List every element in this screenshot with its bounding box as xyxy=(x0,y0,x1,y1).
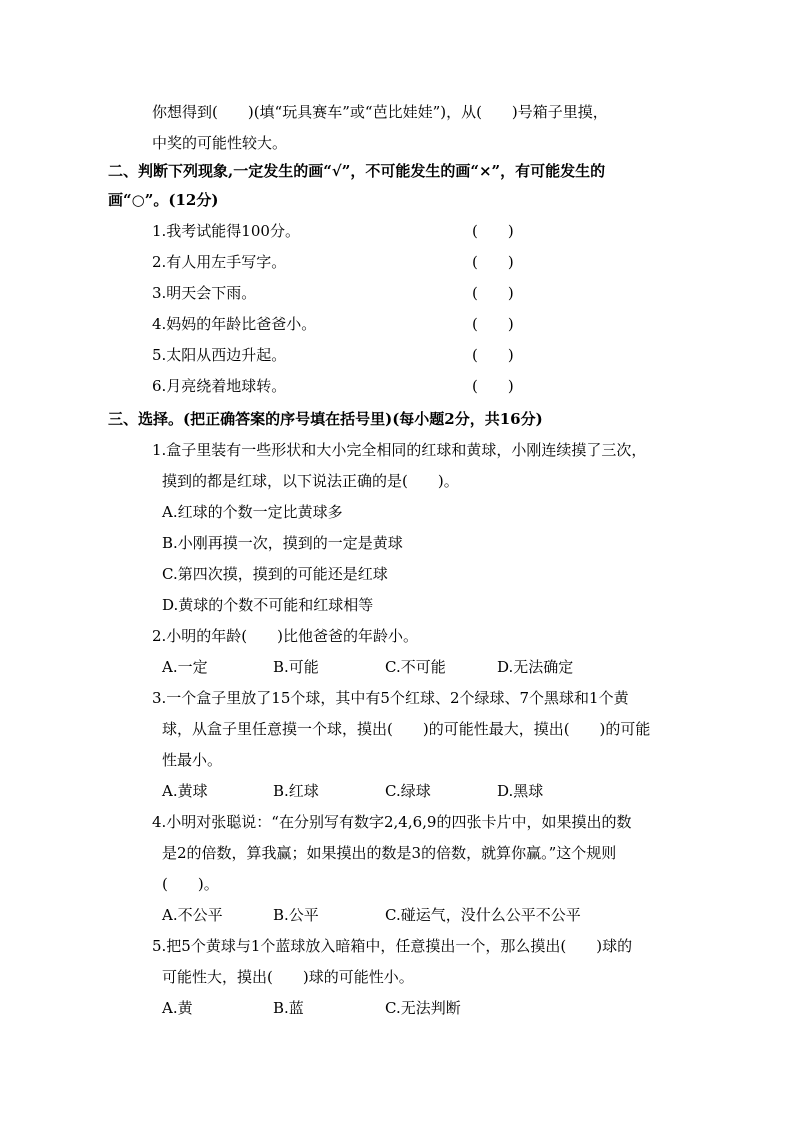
judge-item-5: 5.太阳从西边升起。 xyxy=(152,346,287,364)
judge-answer-blank-2[interactable]: ( ) xyxy=(472,253,514,271)
q2-option-b: B.可能 xyxy=(273,658,319,676)
q3-option-b: B.红球 xyxy=(273,782,319,800)
section2-title-line-2: 画“○”。(12分) xyxy=(108,191,219,209)
q3-option-c: C.绿球 xyxy=(385,782,431,800)
q2-option-a: A.一定 xyxy=(162,658,208,676)
q1-line-2: 摸到的都是红球，以下说法正确的是( )。 xyxy=(162,472,459,490)
judge-answer-blank-1[interactable]: ( ) xyxy=(472,222,514,240)
judge-answer-blank-6[interactable]: ( ) xyxy=(472,377,514,395)
judge-item-4: 4.妈妈的年龄比爸爸小。 xyxy=(152,315,317,333)
q2-option-d: D.无法确定 xyxy=(497,658,574,676)
q1-option-b: B.小刚再摸一次，摸到的一定是黄球 xyxy=(162,534,403,552)
judge-item-6: 6.月亮绕着地球转。 xyxy=(152,377,287,395)
judge-answer-blank-3[interactable]: ( ) xyxy=(472,284,514,302)
q1-option-a: A.红球的个数一定比黄球多 xyxy=(162,503,343,521)
q4-line-3: ( )。 xyxy=(162,875,219,893)
q4-line-2: 是2的倍数，算我赢；如果摸出的数是3的倍数，就算你赢。”这个规则 xyxy=(162,844,617,862)
q5-line-2: 可能性大，摸出( )球的可能性小。 xyxy=(162,968,414,986)
q1-option-c: C.第四次摸，摸到的可能还是红球 xyxy=(162,565,388,583)
q3-option-d: D.黑球 xyxy=(497,782,544,800)
judge-answer-blank-5[interactable]: ( ) xyxy=(472,346,514,364)
q2-option-c: C.不可能 xyxy=(385,658,446,676)
judge-item-1: 1.我考试能得100分。 xyxy=(152,222,300,240)
intro-line-2: 中奖的可能性较大。 xyxy=(152,134,288,152)
q4-option-c: C.碰运气，没什么公平不公平 xyxy=(385,906,581,924)
q5-option-c: C.无法判断 xyxy=(385,999,461,1017)
q3-line-3: 性最小。 xyxy=(162,751,223,769)
judge-item-3: 3.明天会下雨。 xyxy=(152,284,257,302)
q3-line-1: 3.一个盒子里放了15个球，其中有5个红球、2个绿球、7个黑球和1个黄 xyxy=(152,689,629,707)
q4-option-a: A.不公平 xyxy=(162,906,223,924)
q5-option-b: B.蓝 xyxy=(273,999,304,1017)
q3-option-a: A.黄球 xyxy=(162,782,208,800)
q4-line-1: 4.小明对张聪说：“在分别写有数字2,4,6,9的四张卡片中，如果摸出的数 xyxy=(152,813,632,831)
section3-title: 三、选择。(把正确答案的序号填在括号里)(每小题2分，共16分) xyxy=(108,410,543,428)
q4-option-b: B.公平 xyxy=(273,906,319,924)
q5-option-a: A.黄 xyxy=(162,999,193,1017)
intro-line-1: 你想得到( )(填“玩具赛车”或“芭比娃娃”)，从( )号箱子里摸， xyxy=(152,103,608,121)
judge-item-2: 2.有人用左手写字。 xyxy=(152,253,287,271)
q3-line-2: 球，从盒子里任意摸一个球，摸出( )的可能性最大，摸出( )的可能 xyxy=(162,720,651,738)
q1-option-d: D.黄球的个数不可能和红球相等 xyxy=(162,596,374,614)
section2-title-line-1: 二、判断下列现象,一定发生的画“√”，不可能发生的画“×”，有可能发生的 xyxy=(108,162,606,180)
q5-line-1: 5.把5个黄球与1个蓝球放入暗箱中，任意摸出一个，那么摸出( )球的 xyxy=(152,937,633,955)
q1-line-1: 1.盒子里装有一些形状和大小完全相同的红球和黄球，小刚连续摸了三次， xyxy=(152,441,647,459)
q2-line-1: 2.小明的年龄( )比他爸爸的年龄小。 xyxy=(152,627,419,645)
judge-answer-blank-4[interactable]: ( ) xyxy=(472,315,514,333)
